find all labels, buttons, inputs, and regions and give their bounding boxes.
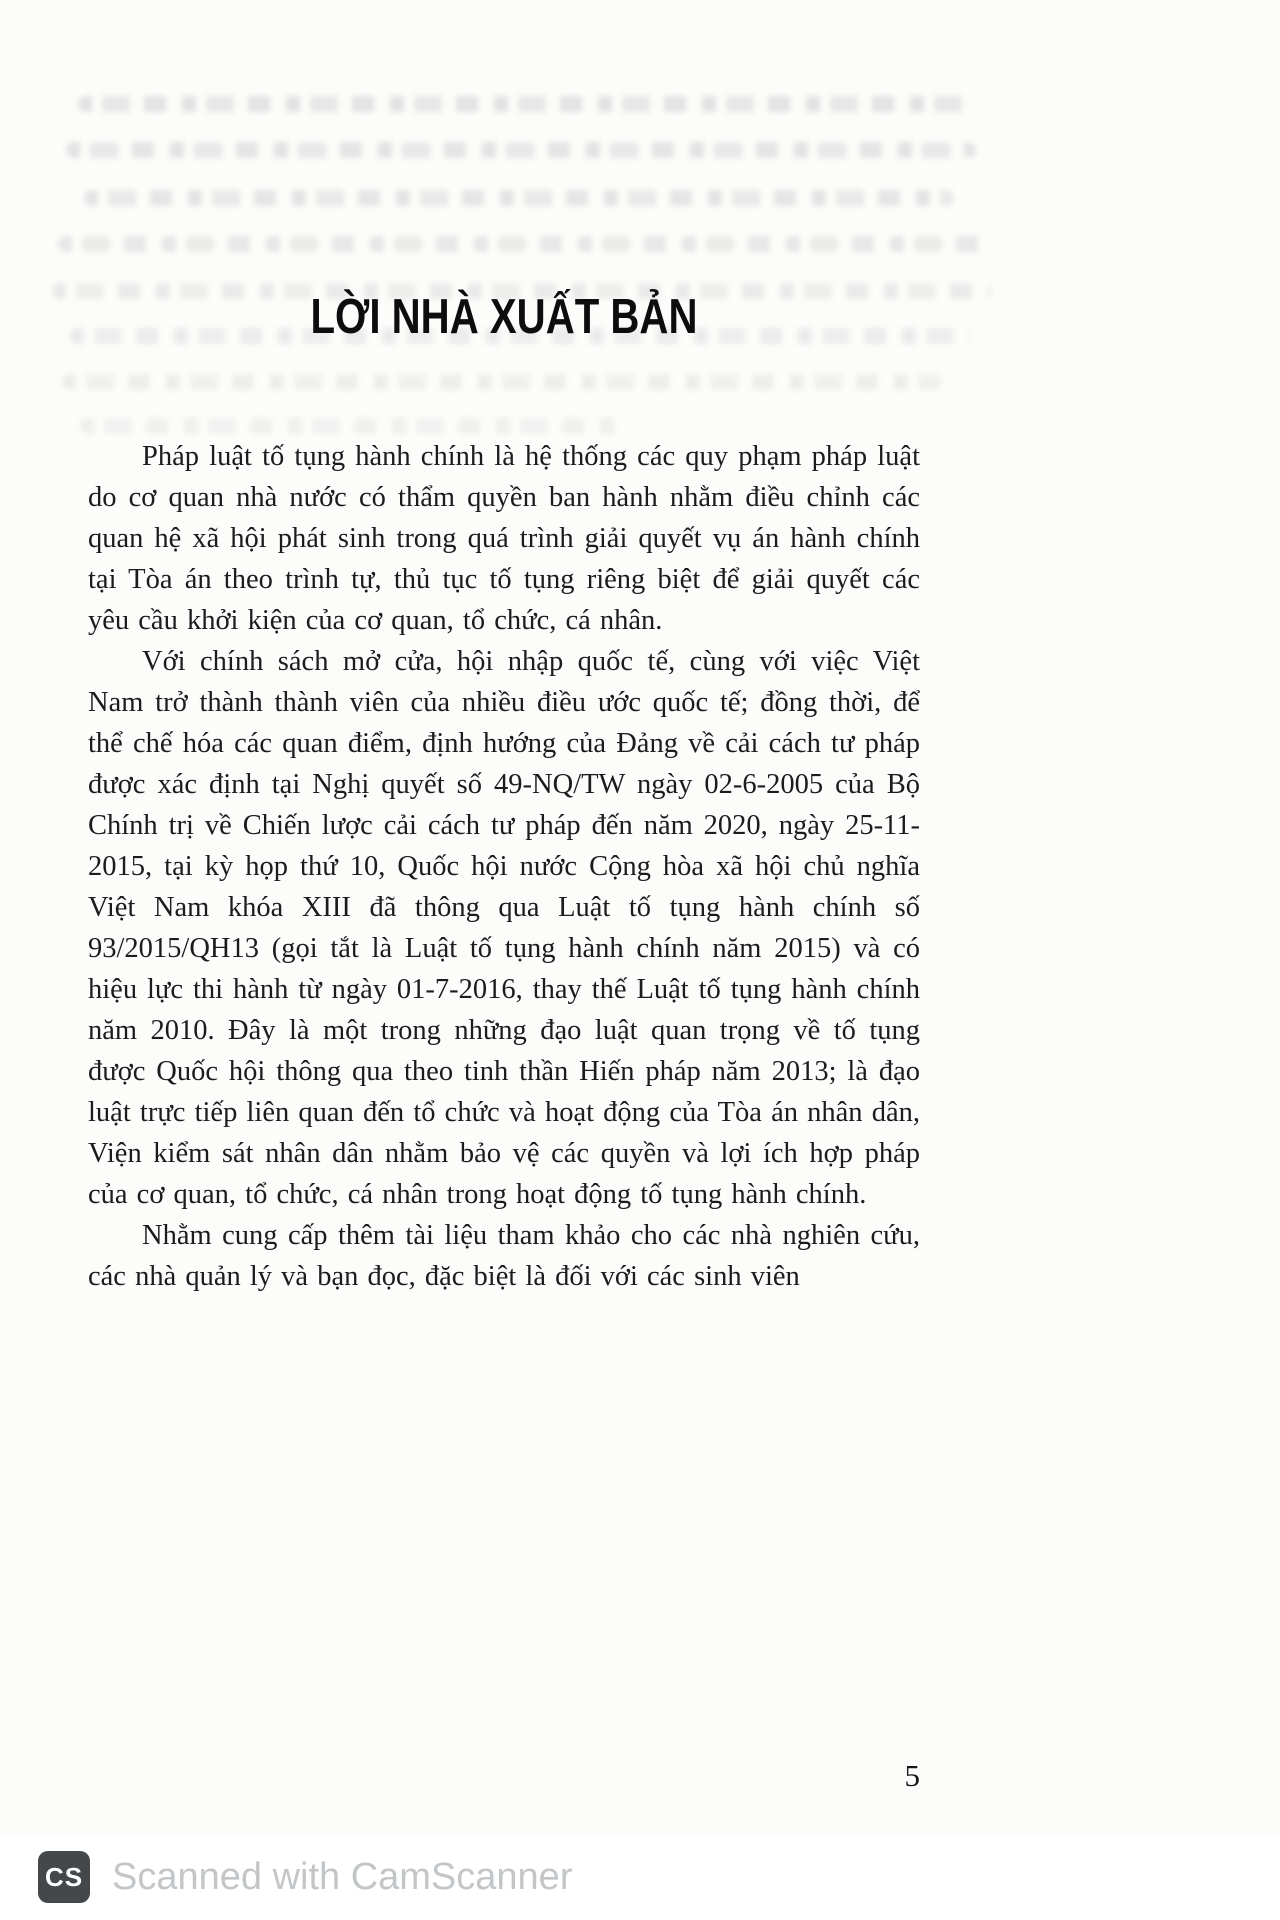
paragraph-2: Với chính sách mở cửa, hội nhập quốc tế, cùng với việc Việt Nam trở thành thành viên của nhiều điều ước quốc tế; đồng thời, để thể chế hóa các quan điểm, định hướng của Đảng về cải cách tư pháp được xác định tại Nghị quyết số 49-NQ/TW ngày 02-6-2005 của Bộ Chính trị về Chiến lược cải cách tư pháp đến năm 2020, ngày 25-11-2015, tại kỳ họp thứ 10, Quốc hội nước Cộng hòa xã hội chủ nghĩa Việt Nam khóa XIII đã thông qua Luật tố tụng hành chính số 93/2015/QH13 (gọi tắt là Luật tố tụng hành chính năm 2015) và có hiệu lực thi hành từ ngày 01-7-2016, thay thế Luật tố tụng hành chính năm 2010. Đây là một trong những đạo luật quan trọng về tố tụng được Quốc hội thông qua theo tinh thần Hiến pháp năm 2013; là đạo luật trực tiếp liên quan đến tổ chức và hoạt động của Tòa án nhân dân, Viện kiểm sát nhân dân nhằm bảo vệ các quyền và lợi ích hợp pháp của cơ quan, tổ chức, cá nhân trong hoạt động tố tụng hành chính. — [88, 646, 920, 1210]
camscanner-footer — [0, 1834, 1280, 1920]
paragraph-3: Nhằm cung cấp thêm tài liệu tham khảo cho các nhà nghiên cứu, các nhà quản lý và bạn đọc, đặc biệt là đối với các sinh viên — [88, 1220, 920, 1292]
page-title: LỜI NHÀ XUẤT BẢN — [310, 290, 698, 344]
page-number: 5 — [904, 1758, 920, 1793]
camscanner-logo-icon: CS — [38, 1851, 90, 1903]
text-column — [88, 0, 920, 1297]
camscanner-watermark-text: Scanned with CamScanner — [112, 1855, 573, 1898]
paragraph-1: Pháp luật tố tụng hành chính là hệ thống các quy phạm pháp luật do cơ quan nhà nước có thẩm quyền ban hành nhằm điều chỉnh các quan hệ xã hội phát sinh trong quá trình giải quyết vụ án hành chính tại Tòa án theo trình tự, thủ tục tố tụng riêng biệt để giải quyết các yêu cầu khởi kiện của cơ quan, tổ chức, cá nhân. — [88, 441, 920, 636]
